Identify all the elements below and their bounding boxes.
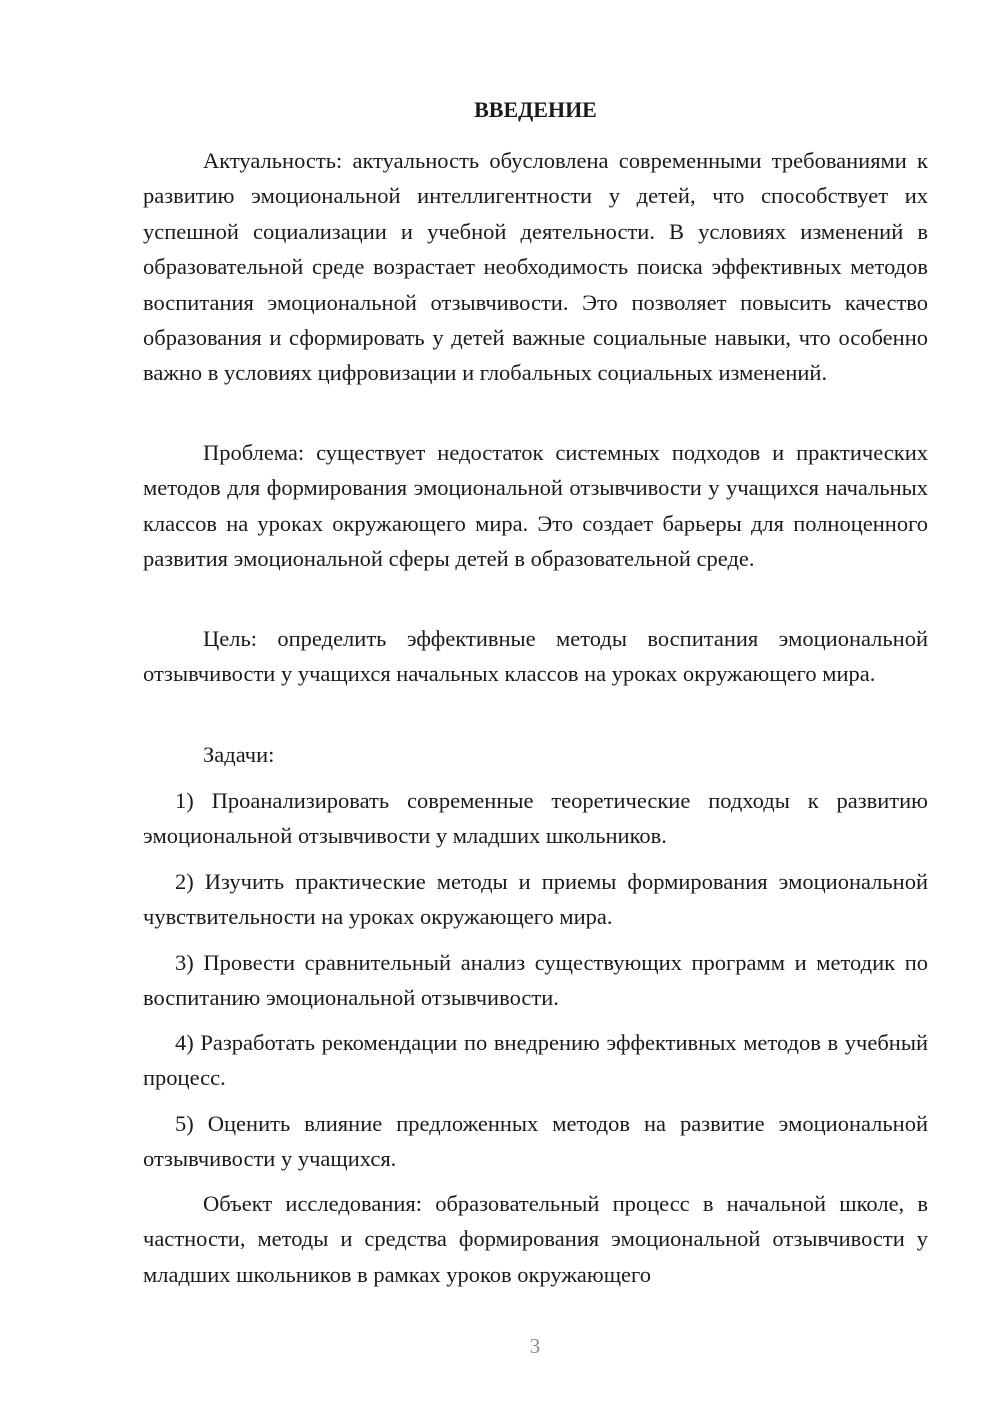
task-item-2: 2) Изучить практические методы и приемы формирования эмоциональной чувствительности на уроках окружающего мира. [143,869,928,930]
paragraph-problem: Проблема: существует недостаток системных подходов и практических методов для формирования эмоциональной отзывчивости у учащихся начальных классов на уроках окружающего мира. Это создает барьеры для полноценного развития эмоциональной сферы детей в образовательной среде. [143,440,928,572]
page-title: ВВЕДЕНИЕ [474,97,597,122]
task-item-5: 5) Оценить влияние предложенных методов на развитие эмоциональной отзывчивости у учащихся. [143,1111,928,1172]
paragraph-goal: Цель: определить эффективные методы воспитания эмоциональной отзывчивости у учащихся начальных классов на уроках окружающего мира. [143,626,928,687]
task-item-3: 3) Провести сравнительный анализ существующих программ и методик по воспитанию эмоциональной отзывчивости. [143,950,928,1011]
tasks-label: Задачи: [203,742,275,767]
page-number: 3 [529,1334,541,1358]
task-item-4: 4) Разработать рекомендации по внедрению эффективных методов в учебный процесс. [143,1030,928,1091]
paragraph-research-object: Объект исследования: образовательный процесс в начальной школе, в частности, методы и средства формирования эмоциональной отзывчивости у младших школьников в рамках уроков окружающего [143,1191,928,1287]
paragraph-relevance: Актуальность: актуальность обусловлена современными требованиями к развитию эмоциональной интеллигентности у детей, что способствует их успешной социализации и учебной деятельности. В условиях изменений в образовательной среде возрастает необходимость поиска эффективных методов воспитания эмоциональной отзывчивости. Это позволяет повысить качество образования и сформировать у детей важные социальные навыки, что особенно важно в условиях цифровизации и глобальных социальных изменений. [143,148,928,386]
task-item-1: 1) Проанализировать современные теоретические подходы к развитию эмоциональной отзывчивости у младших школьников. [143,788,928,849]
